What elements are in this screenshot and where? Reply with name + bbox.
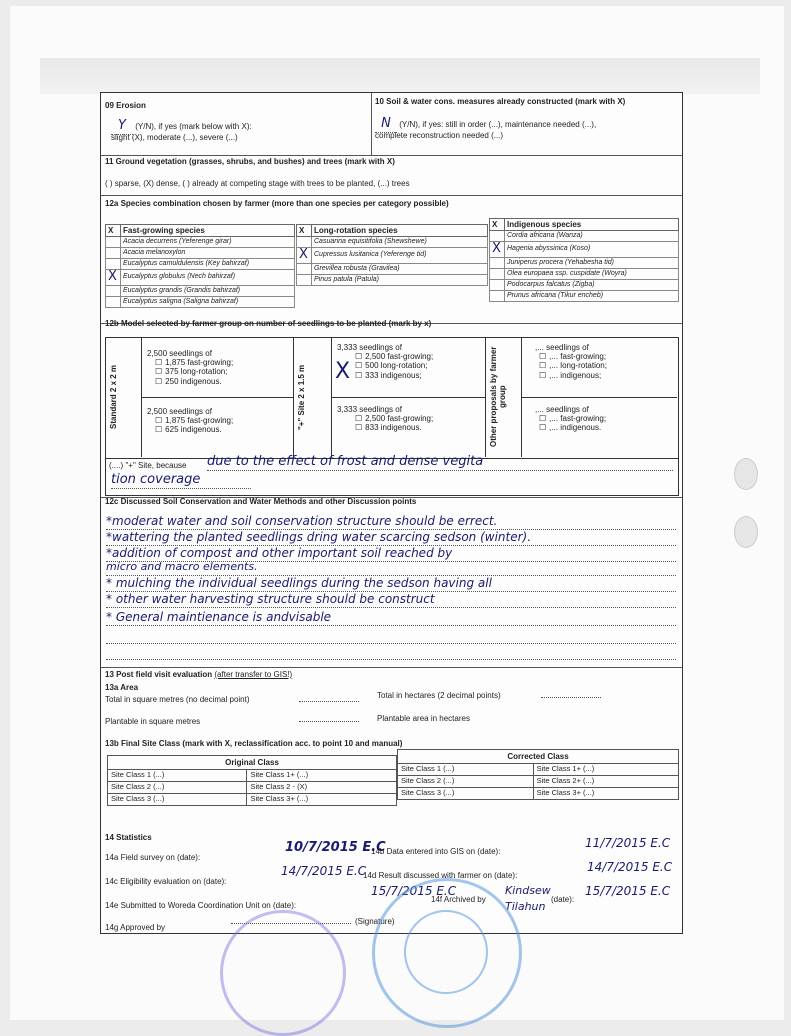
indig-species: Cordia africana (Wanza): [505, 231, 679, 242]
plus-option-1: [337, 343, 433, 380]
office-stamp: [220, 910, 346, 1036]
final-class-title: 13b Final Site Class (mark with X, reclassification acc. to point 10 and manual): [105, 739, 403, 748]
corrected-class-table: [397, 749, 679, 800]
erosion-section: [101, 93, 682, 156]
corr-class-cell: Site Class 2+ (...): [533, 776, 678, 788]
standard-option-1: [147, 349, 233, 386]
discussion-line: * General maintienance is andvisable: [106, 611, 676, 626]
p2-b: ☐ 833 indigenous.: [337, 423, 433, 432]
stat-14f-name: Kindsew: [505, 884, 551, 897]
fast-species-table: X Fast-growing species Acacia decurrens (Yeferenge girar) Acacia melanoxylon Eucalyptus camuldulensis (Key bahirzaf) X Eucalyptus globulus (Nech bahirzaf) Eucalyptus grandis (Grandis bahirzaf) Eucalyptus saligna (Saligna bahirzaf): [105, 224, 295, 308]
indig-species: Hagenia abyssinica (Koso): [505, 242, 679, 258]
soil-water-text1: (Y/N), if yes: still in order (...), maintenance needed (...),: [399, 120, 597, 129]
corr-class-cell: Site Class 3+ (...): [533, 788, 678, 800]
model-title: 12b Model selected by farmer group on number of seedlings to be planted (mark by x): [105, 319, 432, 328]
stat-14c-value: 14/7/2015 E.C: [281, 864, 367, 878]
soil-water-answer: N: [375, 117, 397, 133]
survey-form: [100, 92, 683, 934]
plus-option-2: [337, 405, 433, 433]
plantable-sqm-field[interactable]: [299, 721, 359, 722]
soil-water-text2: complete reconstruction needed (...): [375, 131, 504, 140]
stat-14a-value: 10/7/2015 E.C: [285, 840, 386, 855]
o1-b: ☐ ,... long-rotation;: [535, 361, 607, 370]
ground-section: [101, 155, 682, 196]
indig-header: Indigenous species: [505, 219, 679, 231]
long-species: Cupressus lusitanica (Yeferenge tid): [312, 248, 488, 264]
plantable-ha-label: Plantable area in hectares: [377, 714, 470, 723]
indig-species: Olea europaea ssp. cuspidate (Woyra): [505, 268, 679, 279]
model-section: [101, 319, 682, 498]
fast-species: Acacia melanoxylon: [121, 248, 295, 259]
fast-x-header: X: [106, 225, 121, 237]
plus-site-mark: X: [335, 359, 351, 384]
orig-class-cell: Site Class 2 - (X): [247, 782, 397, 794]
long-x-header: X: [297, 225, 312, 237]
fast-header: Fast-growing species: [121, 225, 295, 237]
stat-14a-label: 14a Field survey on (date):: [105, 853, 201, 862]
discussion-line: *wattering the planted seedlings dring water scarcing sedson (winter).: [106, 531, 676, 546]
post-visit-section: [101, 667, 682, 817]
long-header: Long-rotation species: [312, 225, 488, 237]
o1-title: ,... seedlings of: [535, 343, 589, 352]
area-sqm-field[interactable]: [299, 701, 359, 702]
stat-14f-label: 14f Archived by: [431, 895, 486, 904]
erosion-title: 09 Erosion: [105, 101, 146, 110]
area-sqm-label: Total in square metres (no decimal point): [105, 695, 250, 704]
indig-species: Prunus africana (Tikur encheb): [505, 290, 679, 301]
discussion-section: [101, 497, 682, 668]
orig-class-cell: Site Class 1+ (...): [247, 770, 397, 782]
original-class-table: [107, 755, 397, 806]
fast-species: Eucalyptus saligna (Saligna bahirzaf): [121, 296, 295, 307]
p1-a: ☐ 2,500 fast-growing;: [337, 352, 433, 361]
post-title: 13 Post field visit evaluation: [105, 670, 213, 679]
s2-b: ☐ 625 indigenous.: [147, 425, 233, 434]
discussion-line: *addition of compost and other important soil reached by: [106, 547, 676, 562]
long-species: Grevillea robusta (Gravilea): [312, 263, 488, 274]
standard-label: Standard 2 x 2 m: [109, 364, 118, 430]
punch-hole: [734, 458, 758, 490]
standard-option-2: [147, 407, 233, 435]
orig-class-cell: Site Class 3 (...): [108, 794, 247, 806]
s1-c: ☐ 250 indigenous.: [147, 377, 233, 386]
o2-b: ☐ ,... indigenous.: [535, 423, 606, 432]
ground-text: ( ) sparse, (X) dense, ( ) already at competing stage with trees to be planted, (...) trees: [105, 179, 410, 188]
long-species: Pinus patula (Patula): [312, 274, 488, 285]
corr-class-cell: Site Class 1 (...): [398, 764, 534, 776]
scan-shadow: [40, 58, 760, 94]
o2-title: ,... seedlings of: [535, 405, 589, 414]
punch-hole: [734, 516, 758, 548]
o1-a: ☐ ,... fast-growing;: [535, 352, 607, 361]
orig-class-cell: Site Class 2 (...): [108, 782, 247, 794]
s1-b: ☐ 375 long-rotation;: [147, 367, 233, 376]
s1-a: ☐ 1,875 fast-growing;: [147, 358, 233, 367]
stat-14b-value: 11/7/2015 E.C: [585, 836, 671, 850]
fast-species: Eucalyptus camuldulensis (Key bahirzaf): [121, 259, 295, 270]
discussion-blank-line: [106, 645, 676, 660]
p1-b: ☐ 500 long-rotation;: [337, 361, 433, 370]
soil-water-title: 10 Soil & water cons. measures already constructed (mark with X): [375, 97, 626, 106]
stat-14e-label: 14e Submitted to Woreda Coordination Unit on (date):: [105, 901, 297, 910]
discussion-line: * mulching the individual seedlings during the sedson having all: [106, 577, 676, 592]
species-section: [101, 195, 682, 324]
woreda-stamp-inner: [404, 910, 488, 994]
corr-class-cell: Site Class 2 (...): [398, 776, 534, 788]
stat-14d-value: 14/7/2015 E.C: [587, 860, 673, 874]
site-because-label: (....) "+" Site, because: [109, 461, 187, 470]
plantable-sqm-label: Plantable in square metres: [105, 717, 201, 726]
corr-class-cell: Site Class 1+ (...): [533, 764, 678, 776]
indig-species-table: X Indigenous species Cordia africana (Wanza) X Hagenia abyssinica (Koso) Juniperus procera (Yehabesha tid) Olea europaea ssp. cuspidate (Woyra) Podocarpus falcatus (Zigba) Prunus africana (Tikur encheb): [489, 218, 679, 302]
post-title-row: [105, 670, 292, 679]
erosion-text2: slight (X), moderate (...), severe (...): [111, 133, 238, 142]
area-ha-label: Total in hectares (2 decimal points): [377, 691, 501, 700]
p2-title: 3,333 seedlings of: [337, 405, 402, 414]
plus-site-label: "+" Site 2 x 1.5 m: [297, 364, 306, 430]
stats-title: 14 Statistics: [105, 833, 152, 842]
other-option-2: [535, 405, 606, 433]
indig-species: Juniperus procera (Yehabesha tid): [505, 257, 679, 268]
fast-species: Eucalyptus grandis (Grandis bahirzaf): [121, 285, 295, 296]
long-species: Casuarina equisitifolia (Shewshewe): [312, 237, 488, 248]
species-title: 12a Species combination chosen by farmer (more than one species per category possible): [105, 199, 449, 208]
site-reason-line1: due to the effect of frost and dense vegita: [207, 455, 673, 471]
discussion-title: 12c Discussed Soil Conservation and Water Methods and other Discussion points: [105, 497, 417, 506]
indig-x-header: X: [490, 219, 505, 231]
o2-a: ☐ ,... fast-growing;: [535, 414, 606, 423]
erosion-text1: (Y/N), if yes (mark below with X):: [135, 122, 252, 131]
signature-label: (Signature): [355, 917, 395, 926]
post-title-note: (after transfer to GIS!): [214, 670, 293, 679]
stat-14d-label: 14d Result discussed with farmer on (date):: [363, 871, 518, 880]
stat-14f-value: 15/7/2015 E.C: [585, 884, 671, 898]
p1-title: 3,333 seedlings of: [337, 343, 402, 352]
p2-a: ☐ 2,500 fast-growing;: [337, 414, 433, 423]
area-ha-field[interactable]: [541, 697, 601, 698]
discussion-blank-line: [106, 629, 676, 644]
discussion-line: micro and macro elements.: [106, 561, 676, 576]
s2-title: 2,500 seedlings of: [147, 407, 212, 416]
stat-14e-value: 15/7/2015 E.C: [371, 884, 457, 898]
orig-class-cell: Site Class 1 (...): [108, 770, 247, 782]
discussion-line: *moderat water and soil conservation structure should be errect.: [106, 515, 676, 530]
indig-species: Podocarpus falcatus (Zigba): [505, 279, 679, 290]
o1-c: ☐ ,... indigenous;: [535, 371, 607, 380]
corr-class-cell: Site Class 3 (...): [398, 788, 534, 800]
site-reason-line2: tion coverage: [111, 473, 251, 489]
erosion-answer: Y: [111, 119, 133, 135]
s2-a: ☐ 1,875 fast-growing;: [147, 416, 233, 425]
orig-class-cell: Site Class 3+ (...): [247, 794, 397, 806]
stat-14c-label: 14c Eligibility evaluation on (date):: [105, 877, 227, 886]
stat-14b-label: 14b Data entered into GIS on (date):: [371, 847, 501, 856]
long-species-table: X Long-rotation species Casuarina equisitifolia (Shewshewe) X Cupressus lusitanica (Yeferenge tid) Grevillea robusta (Gravilea) Pinus patula (Patula): [296, 224, 488, 286]
discussion-line: * other water harvesting structure should be construct: [106, 593, 676, 608]
ground-title: 11 Ground vegetation (grasses, shrubs, and bushes) and trees (mark with X): [105, 157, 395, 166]
p1-c: ☐ 333 indigenous;: [337, 371, 433, 380]
fast-species: Eucalyptus globulus (Nech bahirzaf): [121, 270, 295, 286]
other-option-1: [535, 343, 607, 380]
fast-species: Acacia decurrens (Yeferenge girar): [121, 237, 295, 248]
stat-14g-label: 14g Approved by: [105, 923, 166, 932]
area-title: 13a Area: [105, 683, 139, 692]
corrected-class-header: Corrected Class: [398, 750, 679, 764]
stat-14f-date-label: (date):: [551, 895, 575, 904]
s1-title: 2,500 seedlings of: [147, 349, 212, 358]
stat-14f-name2: Tilahun: [505, 900, 546, 913]
other-proposal-label: Other proposals by farmer group: [489, 346, 508, 448]
original-class-header: Original Class: [108, 756, 397, 770]
